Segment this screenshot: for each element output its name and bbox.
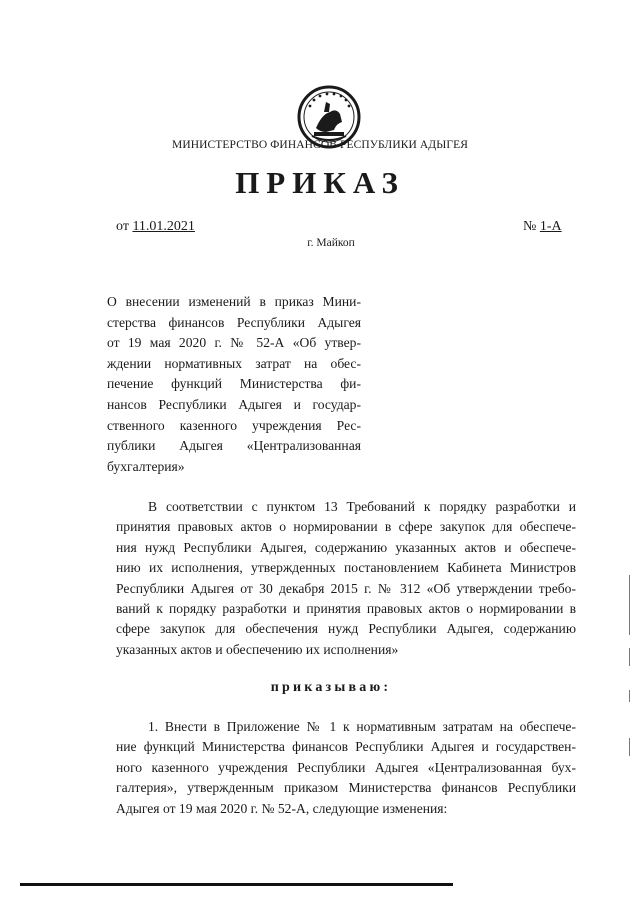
city: г. Майкоп (307, 237, 355, 249)
item-line: ние функций Министерства финансов Республики Адыгея и государствен- (116, 739, 576, 755)
item-line: галтерия», утвержденным приказом Министерства финансов Республики (116, 780, 576, 796)
subject-line: от 19 мая 2020 г. № 52-А «Об утвер- (107, 335, 361, 351)
order-date (116, 219, 195, 235)
scan-artifact (629, 738, 630, 756)
date-value: 11.01.2021 (132, 219, 195, 234)
paragraph-line: ваний к порядку разработки и принятия правовых актов о нормировании в (116, 601, 576, 617)
date-prefix: от (116, 219, 129, 234)
subject-line: ственного казенного учреждения Рес- (107, 417, 361, 433)
scan-edge-bar (20, 883, 453, 886)
order-subject (107, 292, 361, 477)
paragraph-line: Республики Адыгея от 30 декабря 2015 г. № 312 «Об утверждении требо- (116, 580, 576, 596)
paragraph-line: нию их исполнения, утвержденных постановлением Кабинета Министров (116, 560, 576, 576)
item-line: Адыгея от 19 мая 2020 г. № 52-А, следующие изменения: (116, 800, 448, 816)
number-value: 1-А (539, 219, 562, 234)
order-item (116, 717, 576, 819)
subject-line: стерства финансов Республики Адыгея (107, 314, 361, 330)
subject-line: печение функций Министерства фи- (107, 376, 361, 392)
number-prefix: № (523, 219, 537, 234)
ministry-name: МИНИСТЕРСТВО ФИНАНСОВ РЕСПУБЛИКИ АДЫГЕЯ (172, 139, 468, 151)
document-title: ПРИКАЗ (235, 165, 405, 200)
order-directive: приказываю: (270, 680, 392, 695)
scan-artifact (629, 648, 630, 666)
order-number (523, 219, 562, 235)
subject-line: нансов Республики Адыгея и государ- (107, 396, 361, 412)
subject-line: О внесении изменений в приказ Мини- (107, 294, 361, 309)
item-line: ного казенного учреждения Республики Адыгея «Централизованная бух- (116, 759, 576, 775)
subject-line: бухгалтерия» (107, 458, 185, 474)
preamble-paragraph (116, 497, 576, 660)
paragraph-line: указанных актов и обеспечению их исполнения» (116, 641, 399, 657)
subject-line: ждении нормативных затрат на обес- (107, 355, 361, 371)
item-line: 1. Внести в Приложение № 1 к нормативным затратам на обеспече- (148, 719, 576, 734)
paragraph-line: ния нужд Республики Адыгея, содержанию указанных актов и обеспече- (116, 539, 576, 555)
paragraph-line: сфере закупок для обеспечения нужд Республики Адыгея, содержанию (116, 621, 576, 637)
paragraph-line: В соответствии с пунктом 13 Требований к порядку разработки и (148, 499, 576, 514)
scan-artifact (629, 690, 630, 702)
subject-line: публики Адыгея «Централизованная (107, 438, 361, 454)
paragraph-line: принятия правовых актов о нормировании в сфере закупок для обеспече- (116, 519, 576, 535)
scan-artifact (629, 575, 630, 635)
